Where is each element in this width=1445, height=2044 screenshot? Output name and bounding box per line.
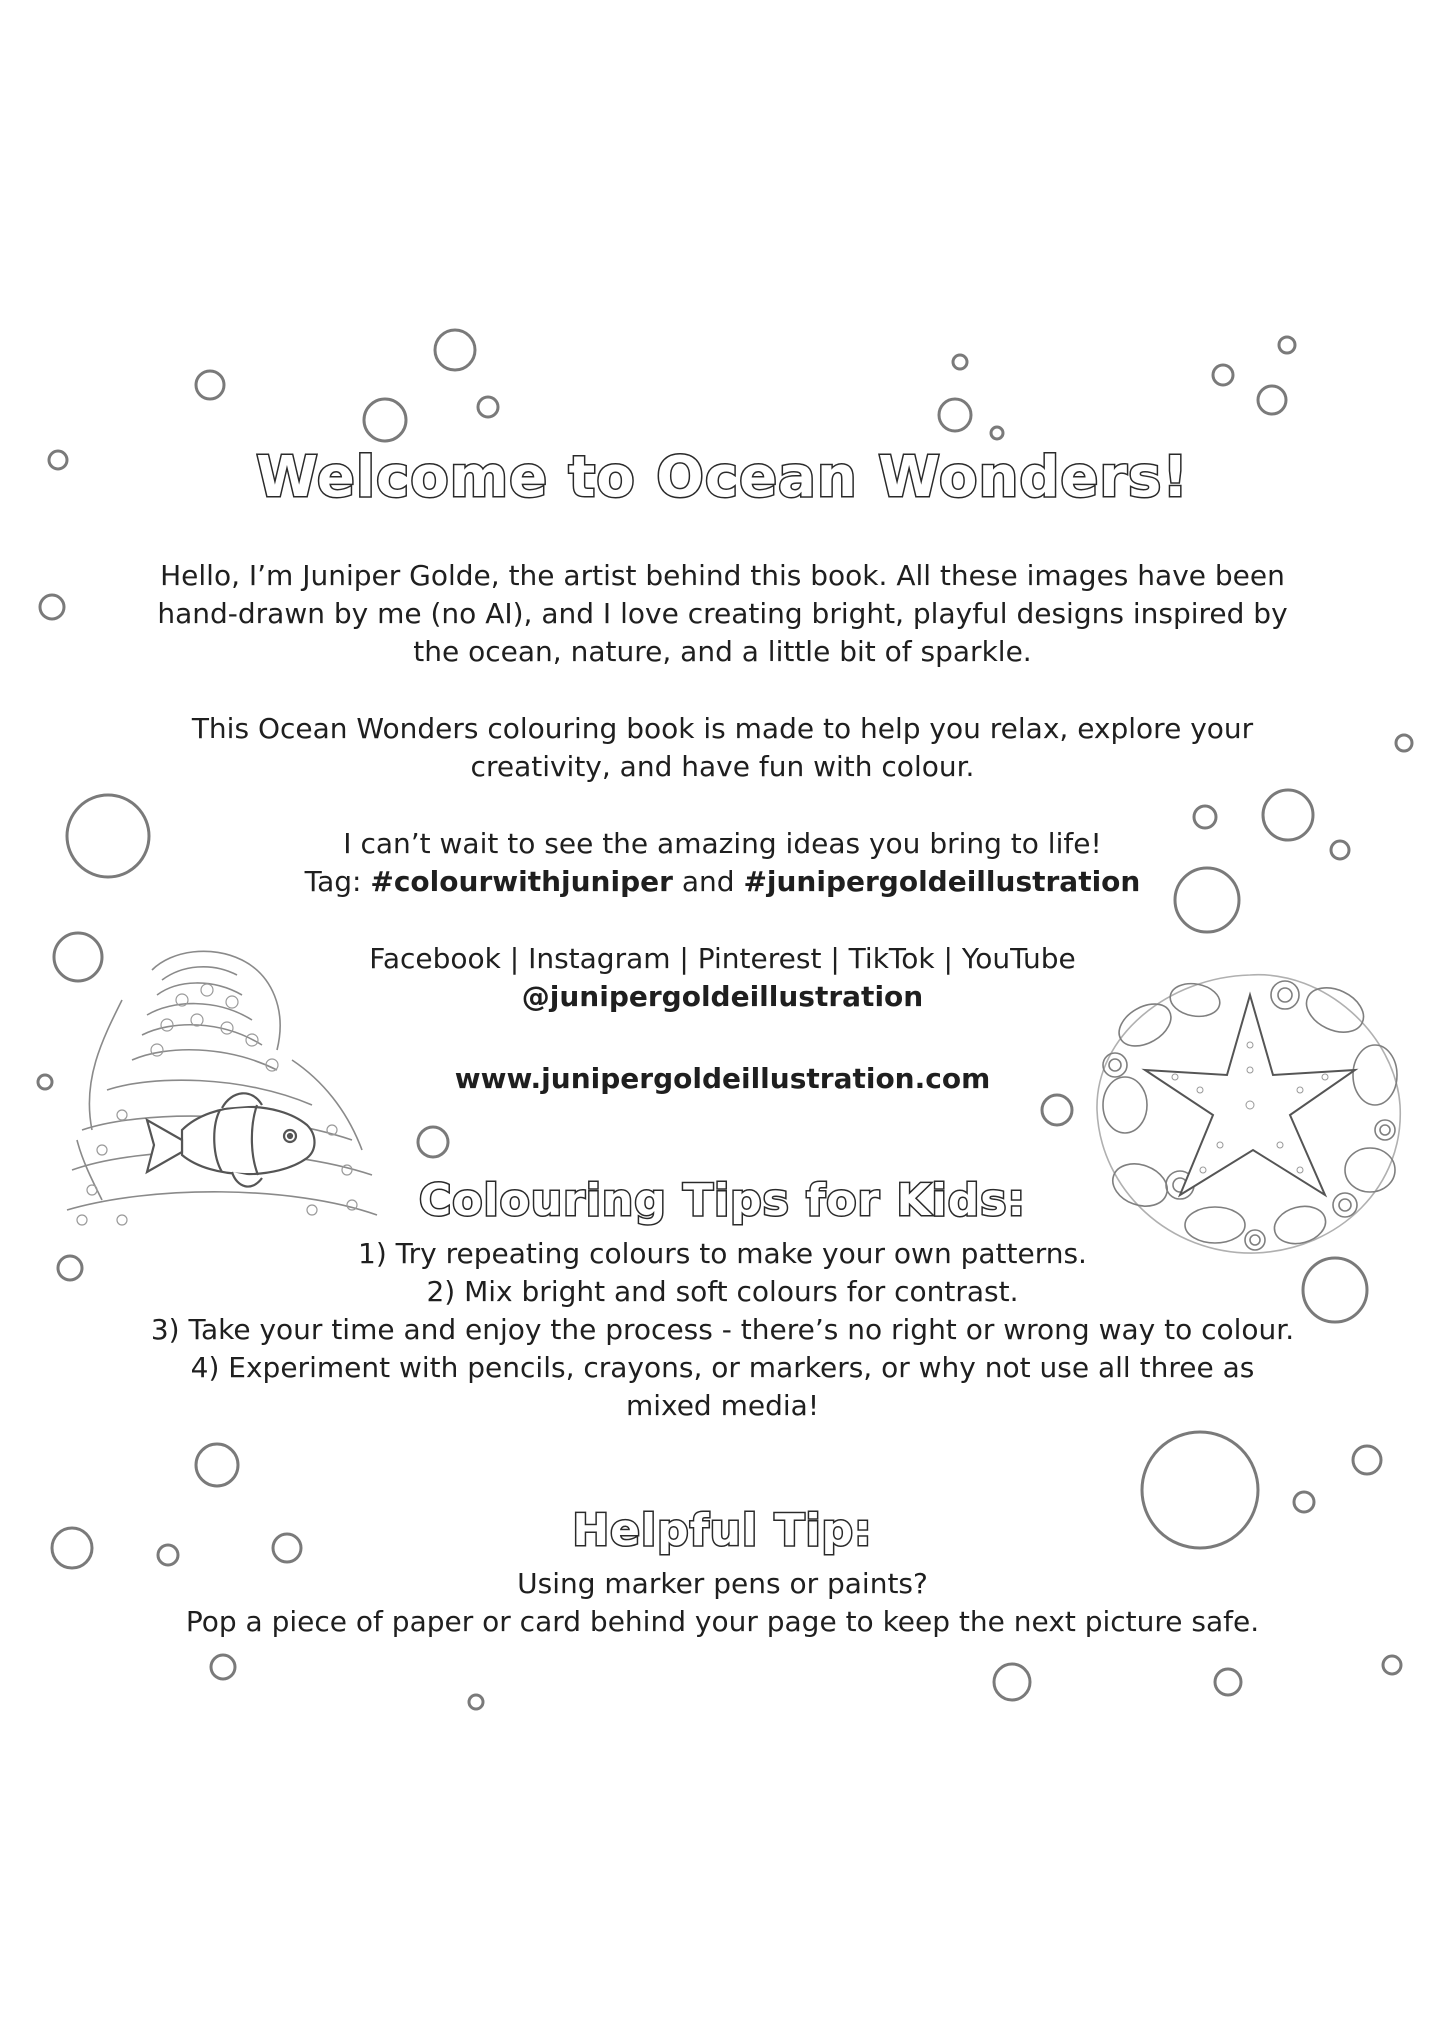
tip-item: 2) Mix bright and soft colours for contrast. (426, 1275, 1019, 1308)
tips-list (150, 1235, 1295, 1425)
hashtag-junipergoldeillustration: #junipergoldeillustration (743, 865, 1141, 898)
intro-paragraph: Hello, I’m Juniper Golde, the artist behind this book. All these images have been hand-drawn by me (no AI), and I love creating bright, playful designs inspired by the ocean, nature, and a little bit of sparkle. (157, 559, 1288, 668)
welcome-title: Welcome to Ocean Wonders! (256, 445, 1189, 510)
website-address: www.junipergoldeillustration.com (454, 1062, 991, 1095)
helpful-question: Using marker pens or paints? (517, 1567, 928, 1600)
book-description: This Ocean Wonders colouring book is made to help you relax, explore your creativity, and have fun with colour. (191, 712, 1254, 783)
social-handle: @junipergoldeillustration (521, 980, 924, 1013)
tag-label: Tag: (304, 865, 362, 898)
helpful-advice: Pop a piece of paper or card behind your page to keep the next picture safe. (185, 1605, 1260, 1638)
social-platforms: Facebook | Instagram | Pinterest | TikTok | YouTube (369, 942, 1076, 975)
tag-line (150, 863, 1295, 901)
tips-title: Colouring Tips for Kids: (418, 1175, 1027, 1226)
tip-item: 1) Try repeating colours to make your own patterns. (358, 1237, 1087, 1270)
tip-item: 3) Take your time and enjoy the process - there’s no right or wrong way to colour. (150, 1313, 1295, 1346)
hashtag-colourwithjuniper: #colourwithjuniper (370, 865, 673, 898)
cant-wait-line: I can’t wait to see the amazing ideas you bring to life! (343, 827, 1102, 860)
helpful-tip-title: Helpful Tip: (572, 1505, 873, 1556)
tag-block (150, 825, 1295, 901)
tag-and: and (681, 865, 735, 898)
tip-item: 4) Experiment with pencils, crayons, or markers, or why not use all three as mixed media! (190, 1351, 1255, 1422)
helpful-tip-text (100, 1565, 1345, 1641)
social-block (150, 940, 1295, 1016)
